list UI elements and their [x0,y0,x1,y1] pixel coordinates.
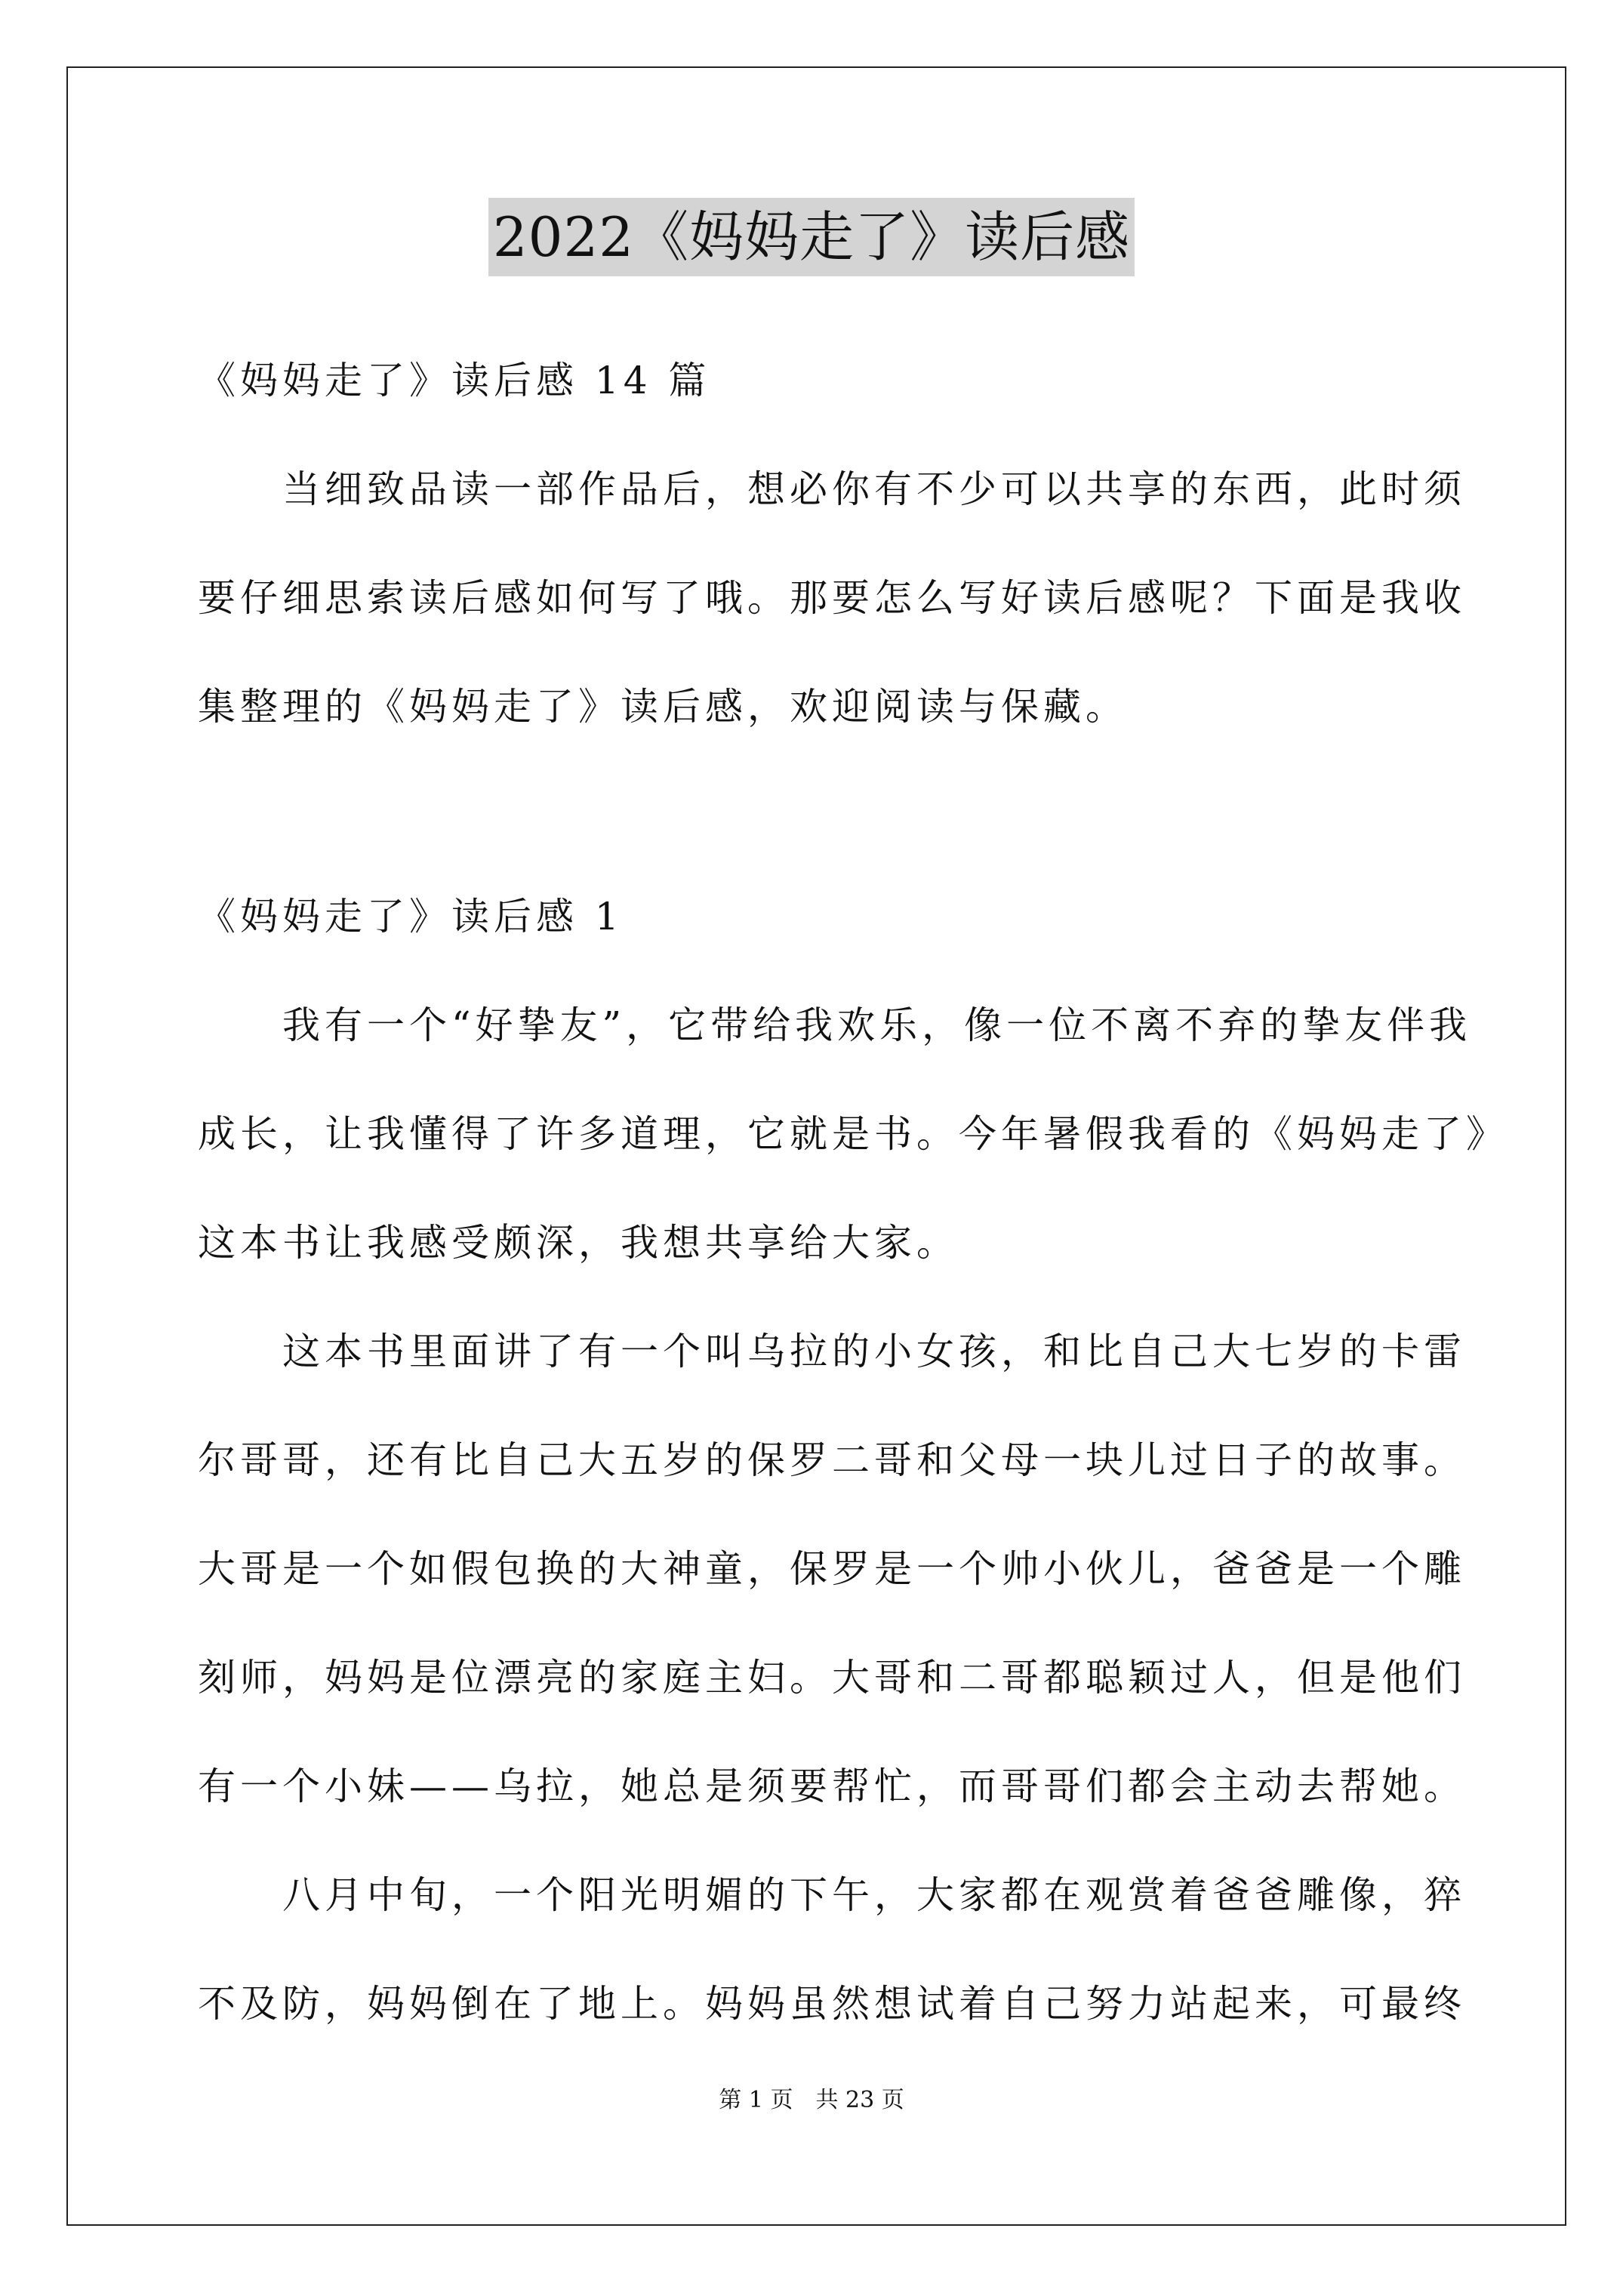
intro-line: 集整理的《妈妈走了》读后感，欢迎阅读与保藏。 [198,685,1128,729]
section-heading: 《妈妈走了》读后感 1 [198,895,624,938]
paragraph3-line: 八月中旬，一个阳光明媚的下午，大家都在观赏着爸爸雕像，猝 [198,1873,1466,1917]
paragraph1-line: 成长，让我懂得了许多道理，它就是书。今年暑假我看的《妈妈走了》 [198,1112,1508,1156]
paragraph1-line: 这本书让我感受颇深，我想共享给大家。 [198,1221,959,1265]
paragraph2-line: 尔哥哥，还有比自己大五岁的保罗二哥和父母一块儿过日子的故事。 [198,1438,1466,1482]
intro-line: 要仔细思索读后感如何写了哦。那要怎么写好读后感呢？下面是我收 [198,576,1466,620]
paragraph1-line: 我有一个“好挚友”，它带给我欢乐，像一位不离不弃的挚友伴我 [198,1003,1472,1047]
paragraph2-line: 这本书里面讲了有一个叫乌拉的小女孩，和比自己大七岁的卡雷 [198,1330,1466,1373]
paragraph3-line: 不及防，妈妈倒在了地上。妈妈虽然想试着自己努力站起来，可最终 [198,1982,1466,2026]
page-footer: 第 1 页 共 23 页 [719,2087,904,2113]
intro-line: 当细致品读一部作品后，想必你有不少可以共享的东西，此时须 [198,467,1466,511]
document-title: 2022《妈妈走了》读后感 [488,198,1135,276]
paragraph2-line: 大哥是一个如假包换的大神童，保罗是一个帅小伙儿，爸爸是一个雕 [198,1547,1466,1591]
paragraph2-line: 有一个小妹——乌拉，她总是须要帮忙，而哥哥们都会主动去帮她。 [198,1764,1466,1808]
title-container [0,198,1623,276]
paragraph2-line: 刻师，妈妈是位漂亮的家庭主妇。大哥和二哥都聪颖过人，但是他们 [198,1656,1466,1700]
subtitle: 《妈妈走了》读后感 14 篇 [198,359,711,402]
